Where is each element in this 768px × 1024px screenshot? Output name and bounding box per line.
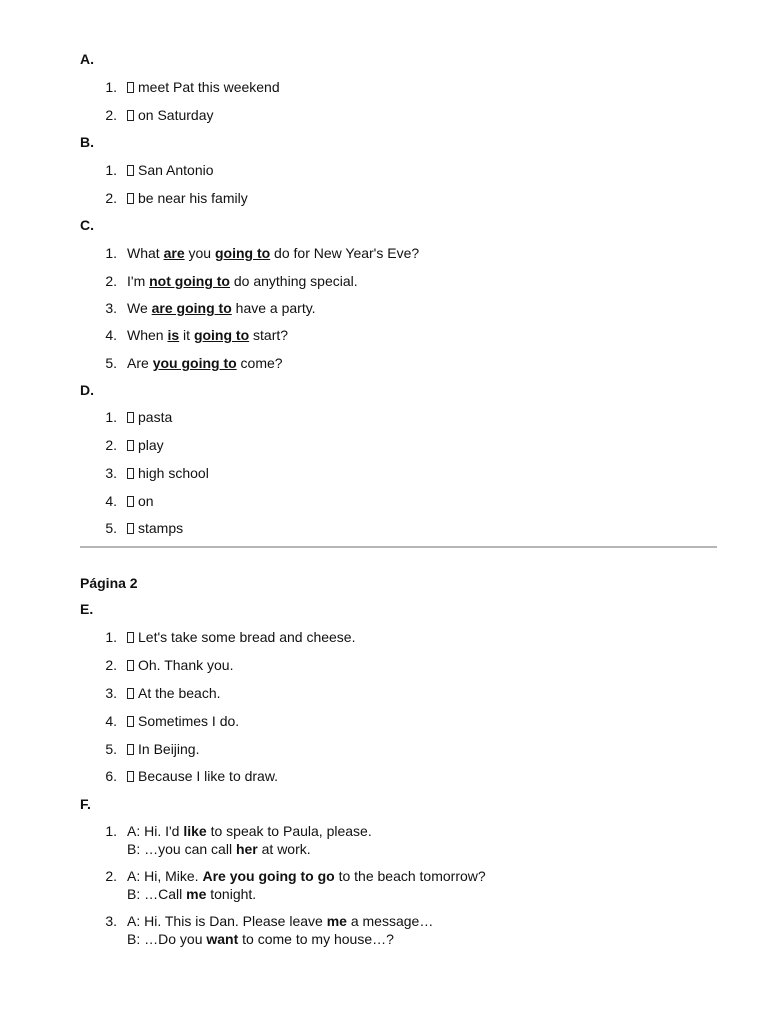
section-f-heading: F. [80, 796, 91, 812]
item-text: Let's take some bread and cheese. [138, 629, 356, 645]
item-number: 6. [105, 768, 117, 784]
text-run: a message… [346, 913, 434, 929]
bold-answer: me [326, 913, 347, 929]
item-text: high school [138, 465, 209, 481]
dialogue-line-a [127, 822, 372, 840]
missing-glyph-icon [127, 468, 134, 479]
missing-glyph-icon [127, 523, 134, 534]
item-number: 1. [105, 162, 117, 178]
item-text: In Beijing. [138, 741, 200, 757]
item-text: Oh. Thank you. [138, 657, 234, 673]
item-number: 2. [105, 190, 117, 206]
missing-glyph-icon [127, 193, 134, 204]
bold-answer: like [183, 823, 207, 839]
missing-glyph-icon [127, 496, 134, 507]
underlined-answer: are going to [151, 300, 232, 316]
dialogue [127, 912, 433, 948]
item-number: 5. [105, 520, 117, 536]
item-number: 1. [105, 245, 117, 261]
item-text: Because I like to draw. [138, 768, 279, 784]
item-number: 3. [105, 913, 117, 929]
text-run: B: …Do you [127, 931, 207, 947]
text-run: to speak to Paula, please. [206, 823, 372, 839]
dialogue-line-a [127, 867, 486, 885]
text-run: to come to my house…? [238, 931, 394, 947]
section-a-heading: A. [80, 51, 94, 67]
underlined-answer: going to [214, 245, 271, 261]
bold-answer: her [235, 841, 258, 857]
page-label: Página 2 [80, 575, 138, 591]
item-text: stamps [138, 520, 184, 536]
dialogue [127, 822, 372, 858]
item-text: meet Pat this weekend [138, 79, 280, 95]
missing-glyph-icon [127, 632, 134, 643]
bold-answer: Are you going to go [202, 868, 335, 884]
text-run: What [127, 245, 164, 261]
item-number: 5. [105, 741, 117, 757]
item-number: 2. [105, 273, 117, 289]
item-text: Sometimes I do. [138, 713, 240, 729]
item-number: 2. [105, 868, 117, 884]
item-text [127, 299, 316, 317]
text-run: come? [236, 355, 283, 371]
text-run: you [184, 245, 215, 261]
text-run: to the beach tomorrow? [334, 868, 486, 884]
section-b-heading: B. [80, 134, 94, 150]
text-run: tonight. [206, 886, 257, 902]
missing-glyph-icon [127, 688, 134, 699]
item-number: 4. [105, 713, 117, 729]
missing-glyph-icon [127, 110, 134, 121]
missing-glyph-icon [127, 82, 134, 93]
section-e-heading: E. [80, 601, 94, 617]
missing-glyph-icon [127, 165, 134, 176]
section-d-heading: D. [80, 382, 94, 398]
item-number: 1. [105, 79, 117, 95]
text-run: start? [249, 327, 289, 343]
item-text: play [138, 437, 164, 453]
item-number: 5. [105, 355, 117, 371]
text-run: A: Hi. I'd [127, 823, 184, 839]
text-run: B: …you can call [127, 841, 236, 857]
item-text: on Saturday [138, 107, 214, 123]
dialogue [127, 867, 486, 903]
missing-glyph-icon [127, 716, 134, 727]
item-number: 3. [105, 465, 117, 481]
text-run: do anything special. [229, 273, 358, 289]
dialogue-line-a [127, 912, 433, 930]
underlined-answer: going to [193, 327, 250, 343]
item-number: 3. [105, 300, 117, 316]
dialogue-line-b [127, 885, 486, 903]
item-number: 2. [105, 107, 117, 123]
item-text: At the beach. [138, 685, 221, 701]
missing-glyph-icon [127, 440, 134, 451]
underlined-answer: are [163, 245, 185, 261]
text-run: have a party. [231, 300, 316, 316]
item-text [127, 354, 283, 372]
missing-glyph-icon [127, 412, 134, 423]
page-divider [80, 546, 717, 548]
item-number: 2. [105, 657, 117, 673]
item-number: 1. [105, 823, 117, 839]
dialogue-line-b [127, 840, 372, 858]
underlined-answer: you going to [152, 355, 237, 371]
underlined-answer: is [167, 327, 180, 343]
text-run: A: Hi. This is Dan. Please leave [127, 913, 327, 929]
text-run: When [127, 327, 168, 343]
missing-glyph-icon [127, 744, 134, 755]
text-run: it [179, 327, 194, 343]
item-number: 4. [105, 327, 117, 343]
dialogue-line-b [127, 930, 433, 948]
item-text: on [138, 493, 154, 509]
text-run: Are [127, 355, 153, 371]
item-number: 2. [105, 437, 117, 453]
item-number: 1. [105, 409, 117, 425]
item-text [127, 326, 288, 344]
item-text [127, 272, 358, 290]
item-text: be near his family [138, 190, 248, 206]
item-text: San Antonio [138, 162, 214, 178]
item-number: 1. [105, 629, 117, 645]
text-run: do for New Year's Eve? [270, 245, 420, 261]
underlined-answer: not going to [149, 273, 230, 289]
item-number: 3. [105, 685, 117, 701]
bold-answer: want [206, 931, 239, 947]
item-number: 4. [105, 493, 117, 509]
missing-glyph-icon [127, 771, 134, 782]
text-run: B: …Call [127, 886, 187, 902]
text-run: I'm [127, 273, 150, 289]
item-text [127, 244, 419, 262]
section-c-heading: C. [80, 217, 94, 233]
text-run: We [127, 300, 152, 316]
missing-glyph-icon [127, 660, 134, 671]
item-text: pasta [138, 409, 173, 425]
text-run: A: Hi, Mike. [127, 868, 203, 884]
bold-answer: me [186, 886, 207, 902]
text-run: at work. [257, 841, 311, 857]
